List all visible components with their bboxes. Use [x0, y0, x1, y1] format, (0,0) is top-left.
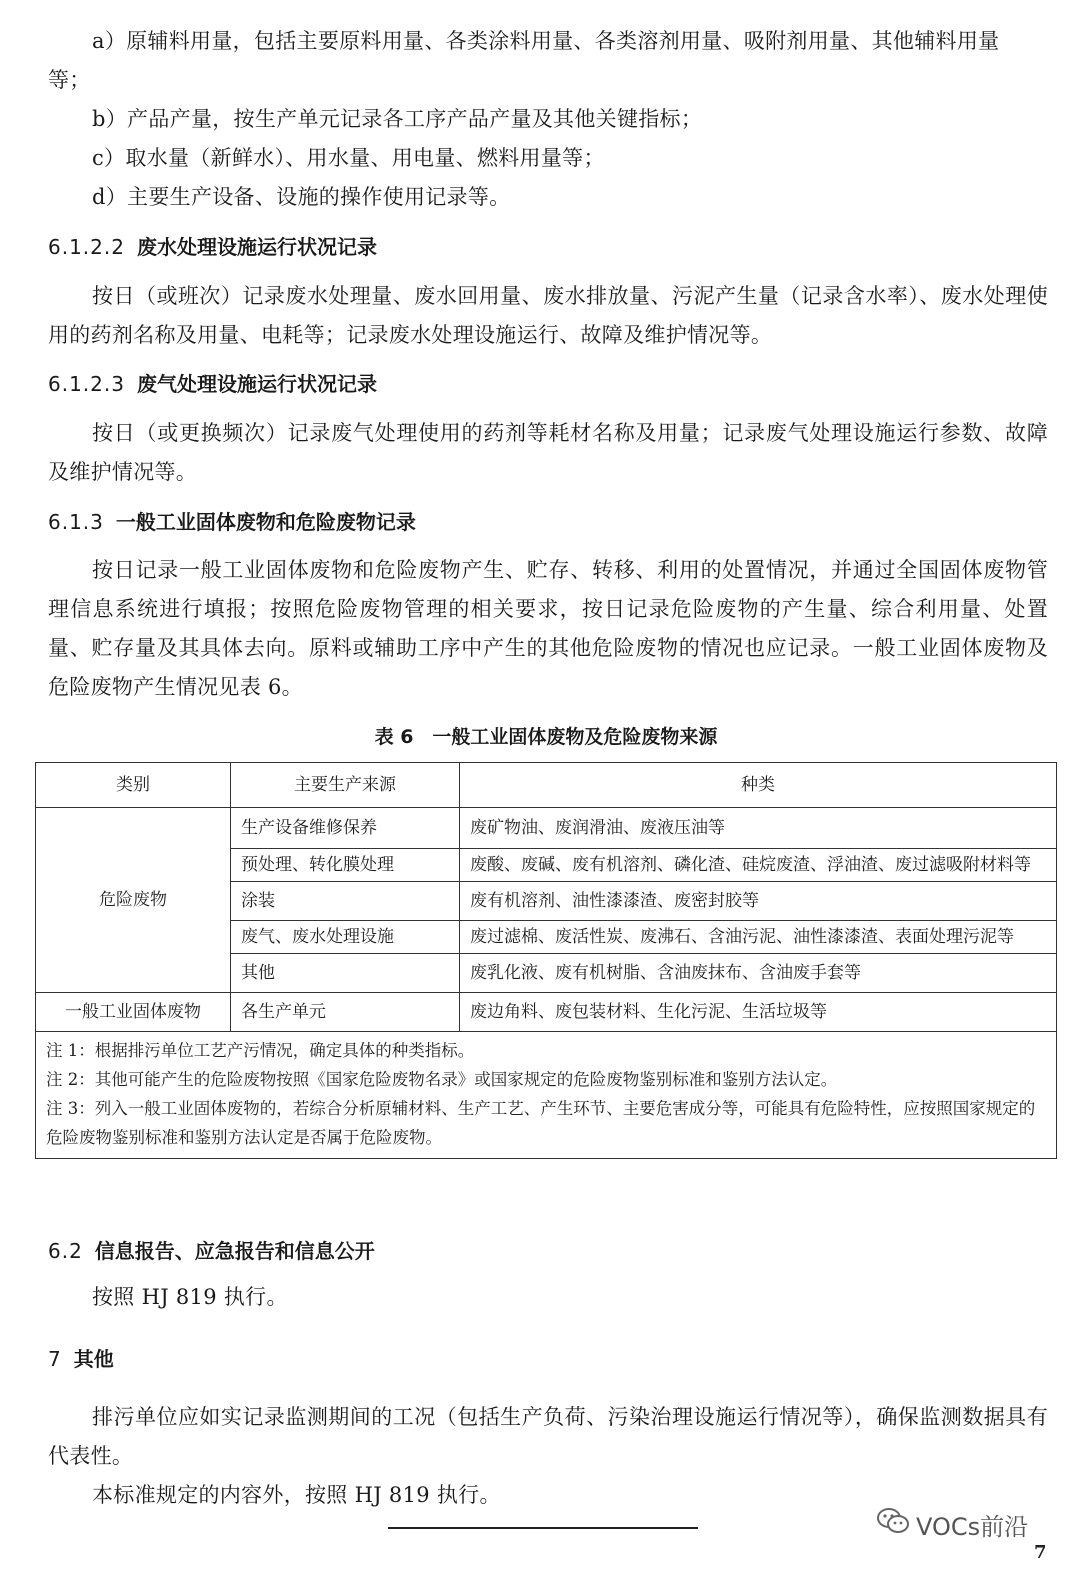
paragraph-7-2: 本标准规定的内容外，按照 HJ 819 执行。: [92, 1483, 501, 1507]
table-cell-source: 涂装: [231, 882, 460, 921]
section-number: 7: [48, 1347, 62, 1371]
table-header-source: 主要生产来源: [231, 763, 460, 808]
table-header-row: [36, 763, 1057, 808]
table-cell-types: 废边角料、废包装材料、生化污泥、生活垃圾等: [460, 993, 1057, 1032]
table-cell-source: 各生产单元: [231, 993, 460, 1032]
table-cell-source: 废气、废水处理设施: [231, 921, 460, 954]
table-cell-types: 废过滤棉、废活性炭、废沸石、含油污泥、油性漆漆渣、表面处理污泥等: [460, 921, 1057, 954]
wechat-watermark: [876, 1504, 1028, 1544]
section-number: 6.1.2.2: [48, 235, 125, 259]
section-heading-613: [48, 507, 416, 537]
table-cell-source: 生产设备维修保养: [231, 808, 460, 849]
list-item-c: c）取水量（新鲜水）、用水量、用电量、燃料用量等；: [92, 146, 605, 170]
table-cell-source: 预处理、转化膜处理: [231, 849, 460, 882]
table-notes-row: [36, 1032, 1057, 1159]
table-caption: 表 6 一般工业固体废物及危险废物来源: [374, 726, 718, 748]
section-title: 一般工业固体废物和危险废物记录: [115, 510, 416, 534]
paragraph-613: 按日记录一般工业固体废物和危险废物产生、贮存、转移、利用的处置情况，并通过全国固体废物管理信息系统进行填报；按照危险废物管理的相关要求，按日记录危险废物的产生量、综合利用量、处置量、贮存量及其具体去向。原料或辅助工序中产生的其他危险废物的情况也应记录。一般工业固体废物及危险废物产生情况见表 6。: [48, 558, 1048, 699]
waste-source-table: [35, 762, 1057, 1159]
section-number: 6.2: [48, 1239, 83, 1263]
paragraph-6122: 按日（或班次）记录废水处理量、废水回用量、废水排放量、污泥产生量（记录含水率）、废水处理使用的药剂名称及用量、电耗等；记录废水处理设施运行、故障及维护情况等。: [48, 284, 1048, 347]
wechat-icon: [876, 1506, 910, 1542]
section-title: 信息报告、应急报告和信息公开: [94, 1239, 375, 1263]
paragraph-62: 按照 HJ 819 执行。: [92, 1285, 288, 1309]
section-heading-62: [48, 1236, 375, 1266]
watermark-text: VOCs前沿: [916, 1512, 1029, 1541]
table-cell-types: 废有机溶剂、油性漆漆渣、废密封胶等: [460, 882, 1057, 921]
table-cell-types: 废矿物油、废润滑油、废液压油等: [460, 808, 1057, 849]
footer-rule: [388, 1527, 698, 1529]
table-cell-types: 废乳化液、废有机树脂、含油废抹布、含油废手套等: [460, 954, 1057, 993]
section-heading-6123: [48, 369, 377, 399]
section-number: 6.1.2.3: [48, 372, 125, 396]
section-number: 6.1.3: [48, 510, 104, 534]
section-title: 其他: [73, 1347, 114, 1371]
table-cell-source: 其他: [231, 954, 460, 993]
table-note-1: 注 1：根据排污单位工艺产污情况，确定具体的种类指标。: [46, 1041, 475, 1060]
table-cell-types: 废酸、废碱、废有机溶剂、磷化渣、硅烷废渣、浮油渣、废过滤吸附材料等: [460, 849, 1057, 882]
table-note-3: 注 3：列入一般工业固体废物的，若综合分析原辅材料、生产工艺、产生环节、主要危害成分等，可能具有危险特性，应按照国家规定的危险废物鉴别标准和鉴别方法认定是否属于危险废物。: [46, 1099, 1036, 1147]
table-row: [36, 808, 1057, 849]
section-heading-7: [48, 1344, 114, 1374]
table-row: [36, 993, 1057, 1032]
table-header-types: 种类: [460, 763, 1057, 808]
page-number: 7: [1034, 1542, 1047, 1563]
section-title: 废气处理设施运行状况记录: [136, 372, 377, 396]
list-item-b: b）产品产量，按生产单元记录各工序产品产量及其他关键指标；: [92, 107, 703, 131]
list-item-d: d）主要生产设备、设施的操作使用记录等。: [92, 185, 511, 209]
general-category-cell: 一般工业固体废物: [36, 993, 231, 1032]
section-heading-6122: [48, 232, 377, 262]
paragraph-7-1: 排污单位应如实记录监测期间的工况（包括生产负荷、污染治理设施运行情况等），确保监测数据具有代表性。: [48, 1405, 1048, 1468]
paragraph-6123: 按日（或更换频次）记录废气处理使用的药剂等耗材名称及用量；记录废气处理设施运行参数、故障及维护情况等。: [48, 421, 1048, 484]
table-header-category: 类别: [36, 763, 231, 808]
table-note-2: 注 2：其他可能产生的危险废物按照《国家危险废物名录》或国家规定的危险废物鉴别标准和鉴别方法认定。: [46, 1070, 838, 1089]
list-item-a-cont: 等；: [48, 68, 91, 92]
list-item-a: a）原辅料用量，包括主要原料用量、各类涂料用量、各类溶剂用量、吸附剂用量、其他辅料用量: [92, 29, 1000, 53]
hazardous-category-cell: 危险废物: [36, 808, 231, 993]
table-notes-cell: [36, 1032, 1057, 1159]
section-title: 废水处理设施运行状况记录: [136, 235, 377, 259]
